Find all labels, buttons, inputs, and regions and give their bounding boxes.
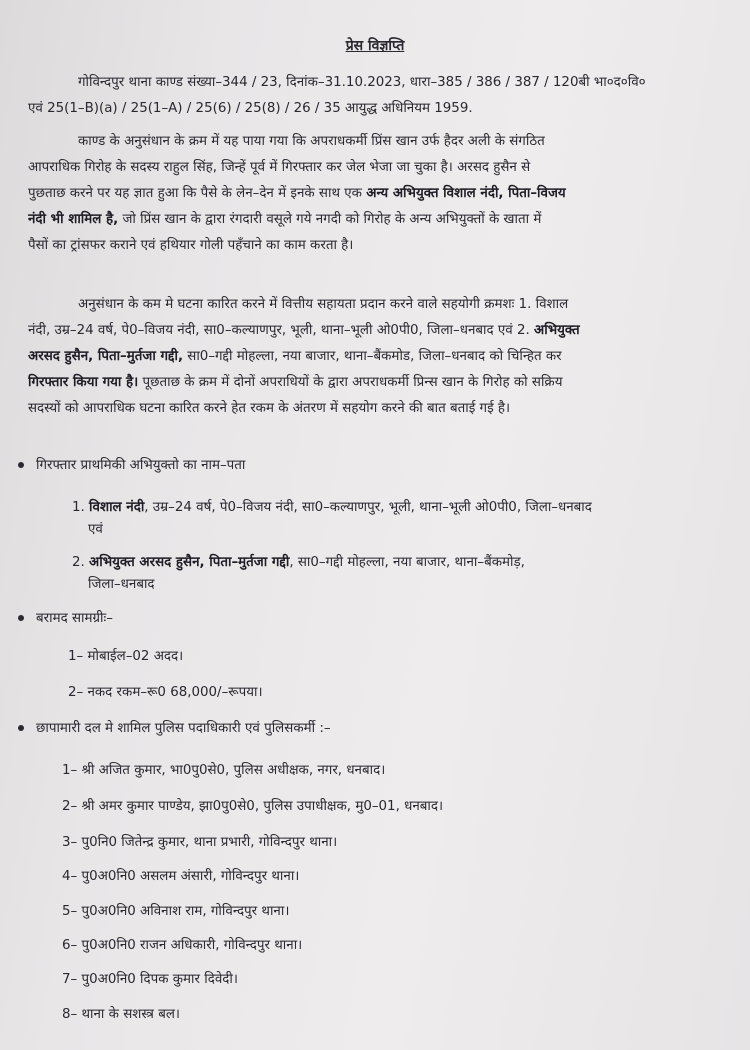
para2-line-5: सदस्यों को आपराधिक घटना कारित करने हेत रकम के अंतरण में सहयोग करने की बात बताई गई है। [28,401,511,416]
case-reference [28,70,728,122]
arrested-note: गिरफ्तार किया गया है। [28,375,139,390]
accused-label: अभियुक्त [534,323,580,338]
para1-line-1: काण्ड के अनुसंधान के क्रम में यह पाया गया कि अपराधकर्मी प्रिंस खान उर्फ हैदर अली के संगठित [78,134,545,149]
bullet-icon [18,615,24,621]
team-member: 2– श्री अमर कुमार पाण्डेय, झा0पु0से0, पुलिस उपाधीक्षक, मु0–01, धनबाद। [62,799,444,814]
team-member: 6– पु0अ0नि0 राजन अधिकारी, गोविन्दपुर थाना। [62,938,303,953]
team-member: 4– पु0अ0नि0 असलम अंसारी, गोविन्दपुर थाना। [62,869,300,884]
identification-paragraph [28,292,728,422]
team-member: 8– थाना के सशस्त्र बल। [62,1007,181,1022]
arrested-heading: गिरफ्तार प्राथमिकी अभियुक्तो का नाम–पता [18,455,245,473]
arrested-item-1: 1. विशाल नंदी, उम्र–24 वर्ष, पे0–विजय नंदी, सा0–कल्याणपुर, भूली, थाना–भूली ओ0पी0, जिला–धनबाद एवं [72,500,592,537]
raid-team-heading: छापामारी दल मे शामिल पुलिस पदाधिकारी एवं पुलिसकर्मी :– [18,718,331,736]
recovered-item: 2– नकद रकम–रू0 68,000/–रूपया। [68,685,263,700]
para1-line-5: पैसों का ट्रांसफर कराने एवं हथियार गोली पहँचाने का काम करता है। [28,238,354,253]
para2-line-3: अरसद हुसैन, पिता–मुर्तजा गद्दी, सा0–गद्दी मोहल्ला, नया बाजार, थाना–बैंकमोड, जिला–धनबाद को चिन्हित कर [28,349,562,364]
recovered-item: 1– मोबाईल–02 अदद। [68,649,184,664]
case-ref-line-1: गोविन्दपुर थाना काण्ड संख्या–344 / 23, दिनांक–31.10.2023, धारा–385 / 386 / 387 / 120बी भा०द०वि० [78,75,646,90]
team-member: 7– पु0अ0नि0 दिपक कुमार दिवेदी। [62,972,238,987]
para2-line-2: नंदी, उम्र–24 वर्ष, पे0–विजय नंदी, सा0–कल्याणपुर, भूली, थाना–भूली ओ0पी0, जिला–धनबाद एवं 2. अभियुक्त [28,323,580,338]
recovered-heading: बरामद सामग्रीः– [18,608,113,626]
team-member: 1– श्री अजित कुमार, भा0पु0से0, पुलिस अधीक्षक, नगर, धनबाद। [62,763,386,778]
team-member: 3– पु0नि0 जितेन्द्र कुमार, थाना प्रभारी, गोविन्दपुर थाना। [62,835,338,850]
para2-line-1: अनुसंधान के कम मे घटना कारित करने में वित्तीय सहायता प्रदान करने वाले सहयोगी क्रमशः 1. विशाल [78,297,569,312]
arrested-item-2: 2. अभियुक्त अरसद हुसैन, पिता–मुर्तजा गद्दी, सा0–गद्दी मोहल्ला, नया बाजार, थाना–बैंकमोड़, जिला–धनबाद [72,555,525,592]
accused-name: अरसद हुसैन, पिता–मुर्तजा गद्दी, [28,349,184,364]
accused-highlight: अन्य अभियुक्त विशाल नंदी, पिता–विजय [366,186,566,201]
investigation-paragraph [28,129,728,259]
bullet-icon [18,725,24,731]
para1-line-4: नंदी भी शामिल है, जो प्रिंस खान के द्वारा रंगदारी वसूले गये नगदी को गिरोह के अन्य अभियुक्तों के खाता में [28,212,542,227]
para1-line-2: आपराधिक गिरोह के सदस्य राहुल सिंह, जिन्हें पूर्व में गिरफ्तार कर जेल भेजा जा चुका है। अरसद हुसैन से [28,160,531,175]
accused-highlight-cont: नंदी भी शामिल है, [28,212,119,227]
bullet-icon [18,462,24,468]
team-member: 5– पु0अ0नि0 अविनाश राम, गोविन्दपुर थाना। [62,904,290,919]
case-ref-line-2: एवं 25(1–B)(a) / 25(1–A) / 25(6) / 25(8) / 26 / 35 आयुद्ध अधिनियम 1959. [28,101,473,116]
page-title: प्रेस विज्ञप्ति [345,38,405,54]
para2-line-4: गिरफ्तार किया गया है। पूछताछ के क्रम में दोनों अपराधियों के द्वारा अपराधकर्मी प्रिन्स खान के गिरोह को सक्रिय [28,375,563,390]
para1-line-3: पुछताछ करने पर यह ज्ञात हुआ कि पैसे के लेन–देन में इनके साथ एक अन्य अभियुक्त विशाल नंदी, पिता–विजय [28,186,566,201]
